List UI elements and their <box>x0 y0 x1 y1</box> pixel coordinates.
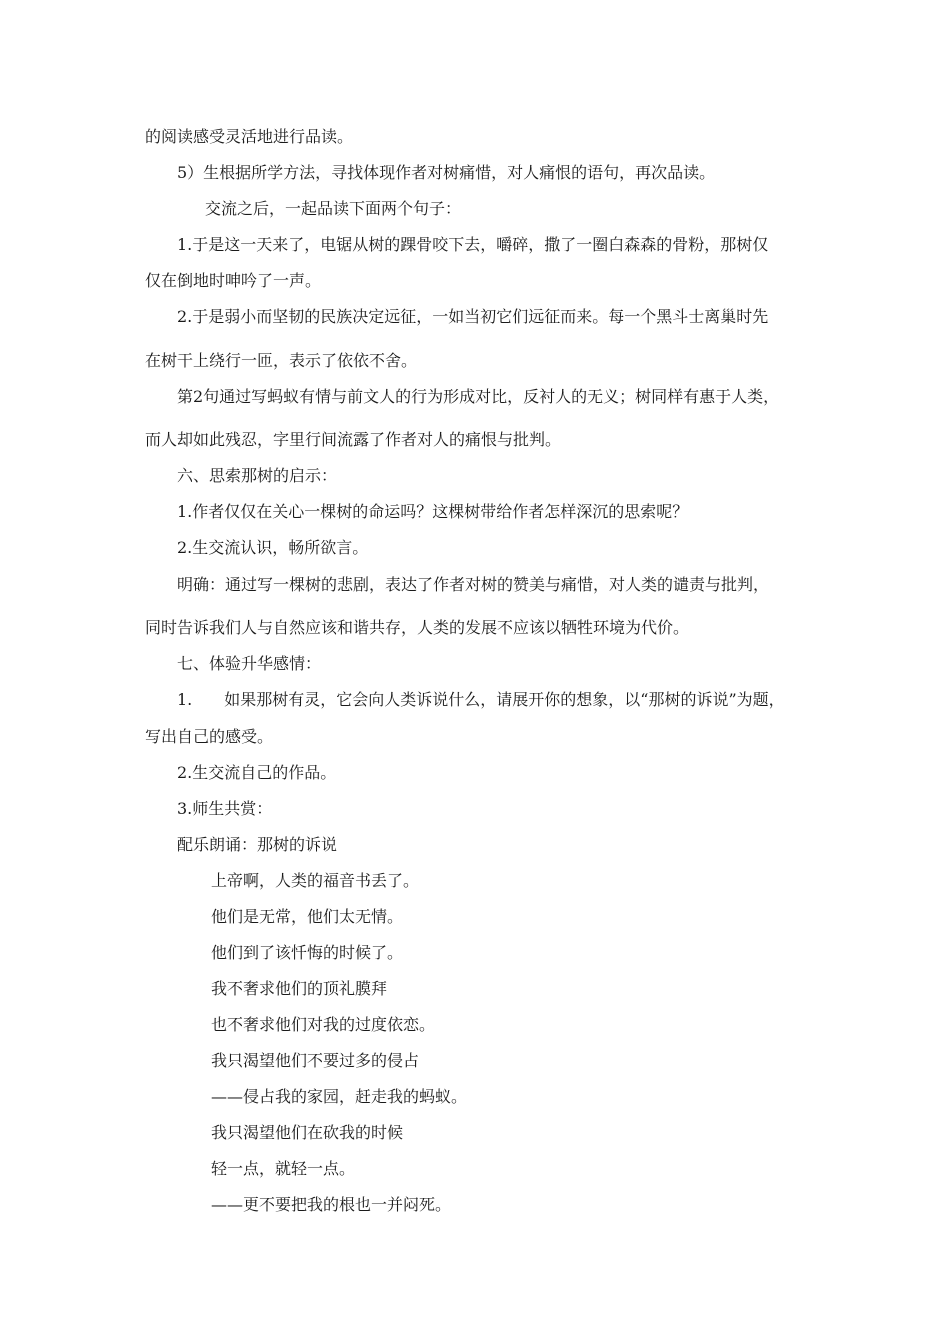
text-line: 5）生根据所学方法，寻找体现作者对树痛惜，对人痛恨的语句，再次品读。 <box>177 163 716 182</box>
text-line: 2.于是弱小而坚韧的民族决定远征，一如当初它们远征而来。每一个黑斗士离巢时先 <box>177 307 769 326</box>
poem-line: 他们到了该忏悔的时候了。 <box>211 943 404 962</box>
text-line: 明确：通过写一棵树的悲剧，表达了作者对树的赞美与痛惜，对人类的谴责与批判， <box>177 575 770 594</box>
poem-title: 配乐朗诵：那树的诉说 <box>177 835 338 854</box>
text-line: 3.师生共赏： <box>177 799 273 818</box>
text-line: 写出自己的感受。 <box>145 727 274 746</box>
poem-line: 上帝啊，人类的福音书丢了。 <box>211 871 420 890</box>
section-heading: 七、体验升华感情： <box>177 654 322 673</box>
text-line: 1.作者仅仅在关心一棵树的命运吗？这棵树带给作者怎样深沉的思索呢？ <box>177 502 689 521</box>
poem-line: ——更不要把我的根也一并闷死。 <box>211 1195 452 1214</box>
text-line: 第2句通过写蚂蚁有情与前文人的行为形成对比，反衬人的无义；树同样有惠于人类， <box>177 387 780 406</box>
text-line: 2.生交流自己的作品。 <box>177 763 337 782</box>
text-line: 仅在倒地时呻吟了一声。 <box>145 271 322 290</box>
text-line: 在树干上绕行一匝，表示了依依不舍。 <box>145 351 418 370</box>
poem-line: 我只渴望他们不要过多的侵占 <box>211 1051 420 1070</box>
text-line: 交流之后，一起品读下面两个句子： <box>205 199 462 218</box>
text-line: 1.于是这一天来了，电锯从树的踝骨咬下去，嚼碎，撒了一圈白森森的骨粉，那树仅 <box>177 235 769 254</box>
poem-line: ——侵占我的家园，赶走我的蚂蚁。 <box>211 1087 468 1106</box>
text-line: 的阅读感受灵活地进行品读。 <box>145 127 354 146</box>
text-line: 1. 如果那树有灵，它会向人类诉说什么，请展开你的想象，以“那树的诉说”为题， <box>177 690 785 709</box>
section-heading: 六、思索那树的启示： <box>177 466 338 485</box>
poem-line: 我只渴望他们在砍我的时候 <box>211 1123 404 1142</box>
poem-line: 他们是无常，他们太无情。 <box>211 907 404 926</box>
text-line: 同时告诉我们人与自然应该和谐共存，人类的发展不应该以牺牲环境为代价。 <box>145 618 690 637</box>
text-line: 2.生交流认识，畅所欲言。 <box>177 538 369 557</box>
poem-line: 我不奢求他们的顶礼膜拜 <box>211 979 388 998</box>
poem-line: 轻一点，就轻一点。 <box>211 1159 356 1178</box>
text-line: 而人却如此残忍，字里行间流露了作者对人的痛恨与批判。 <box>145 430 562 449</box>
poem-line: 也不奢求他们对我的过度依恋。 <box>211 1015 436 1034</box>
